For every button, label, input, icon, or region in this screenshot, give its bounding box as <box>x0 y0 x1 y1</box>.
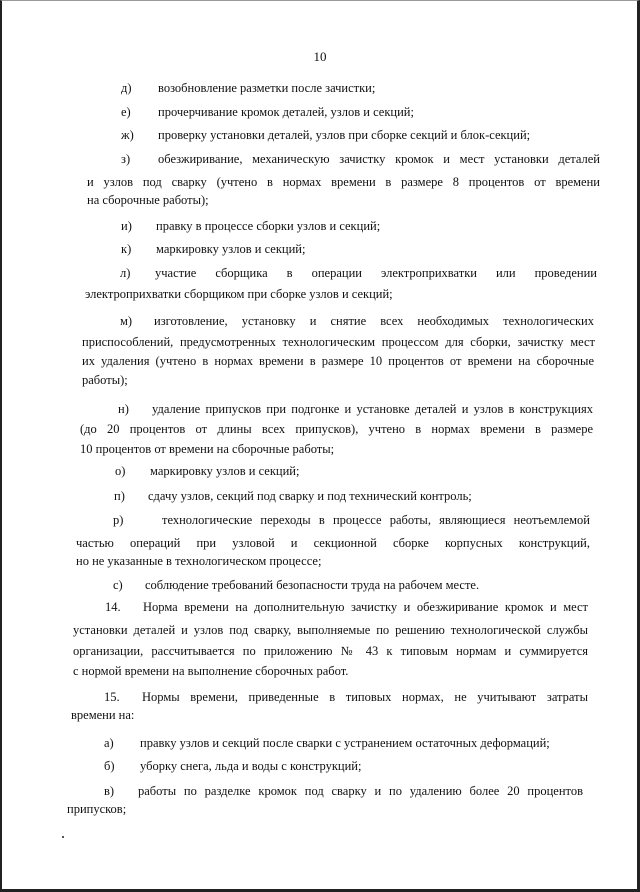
paragraph-text: времени на: <box>71 708 135 722</box>
paragraph-text: организации, рассчитывается по приложению № 43 к типовым нормам и суммируется <box>73 644 588 658</box>
item-marker: в) <box>104 784 115 798</box>
item-text: частью операций при узловой и секционной сборке корпусных конструкций, <box>76 536 590 550</box>
paragraph-text: Нормы времени, приведенные в типовых нормах, не учитывают затраты <box>142 690 588 704</box>
item-text: (до 20 процентов от длины всех припусков), учтено в нормах времени в размере <box>80 422 593 436</box>
item-text: уборку снега, льда и воды с конструкций; <box>140 759 362 773</box>
item-text: и узлов под сварку (учтено в нормах времени в размере 8 процентов от времени <box>87 175 600 189</box>
item-text: проверку установки деталей, узлов при сборке секций и блок-секций; <box>158 128 531 142</box>
page-number: 10 <box>313 49 327 64</box>
paragraph-number: 14. <box>105 600 121 614</box>
item-text: работы по разделке кромок под сварку и по удалению более 20 процентов <box>138 784 583 798</box>
item-text: работы); <box>82 373 128 387</box>
item-marker: к) <box>121 242 132 256</box>
paragraph-text: с нормой времени на выполнение сборочных работ. <box>73 664 349 678</box>
item-text: маркировку узлов и секций; <box>156 242 306 256</box>
item-marker: а) <box>104 736 114 750</box>
item-marker: р) <box>113 513 124 527</box>
item-text: сдачу узлов, секций под сварку и под технический контроль; <box>148 489 472 503</box>
scan-speck <box>62 836 64 838</box>
item-marker: п) <box>114 489 125 503</box>
item-text: припусков; <box>67 802 127 816</box>
paragraph-text: установки деталей и узлов под сварку, выполняемые по решению технологической службы <box>73 623 588 637</box>
item-text: технологические переходы в процессе работы, являющиеся неотъемлемой <box>162 513 590 527</box>
item-text: обезжиривание, механическую зачистку кромок и мест установки деталей <box>158 152 600 166</box>
paragraph-text: Норма времени на дополнительную зачистку и обезжиривание кромок и мест <box>143 600 588 614</box>
item-text: электроприхватки сборщиком при сборке узлов и секций; <box>85 287 393 301</box>
item-text: возобновление разметки после зачистки; <box>158 81 376 95</box>
item-text: их удаления (учтено в нормах времени в размере 10 процентов от времени на сборочные <box>82 354 594 368</box>
item-marker: с) <box>113 578 123 592</box>
item-marker: о) <box>115 464 126 478</box>
item-marker: ж) <box>121 128 134 142</box>
item-text: 10 процентов от времени на сборочные работы; <box>80 442 335 456</box>
item-marker: д) <box>121 81 132 95</box>
item-marker: м) <box>120 314 133 328</box>
item-text: маркировку узлов и секций; <box>150 464 300 478</box>
item-marker: е) <box>121 105 131 119</box>
item-marker: з) <box>121 152 131 166</box>
item-text: участие сборщика в операции электроприхватки или проведении <box>155 266 597 280</box>
item-marker: л) <box>120 266 131 280</box>
item-text: удаление припусков при подгонке и установке деталей и узлов в конструкциях <box>152 402 593 416</box>
item-marker: и) <box>121 219 132 233</box>
item-text: соблюдение требований безопасности труда на рабочем месте. <box>145 578 480 592</box>
item-marker: б) <box>104 759 115 773</box>
item-text: но не указанные в технологическом процессе; <box>76 554 322 568</box>
paragraph-number: 15. <box>104 690 120 704</box>
item-text: правку узлов и секций после сварки с устранением остаточных деформаций; <box>140 736 550 750</box>
item-text: на сборочные работы); <box>87 193 209 207</box>
item-text: приспособлений, предусмотренных технологическим процессом для сборки, зачистку мест <box>82 335 595 349</box>
item-text: прочерчивание кромок деталей, узлов и секций; <box>158 105 414 119</box>
item-text: правку в процессе сборки узлов и секций; <box>156 219 381 233</box>
item-marker: н) <box>118 402 129 416</box>
item-text: изготовление, установку и снятие всех необходимых технологических <box>154 314 594 328</box>
